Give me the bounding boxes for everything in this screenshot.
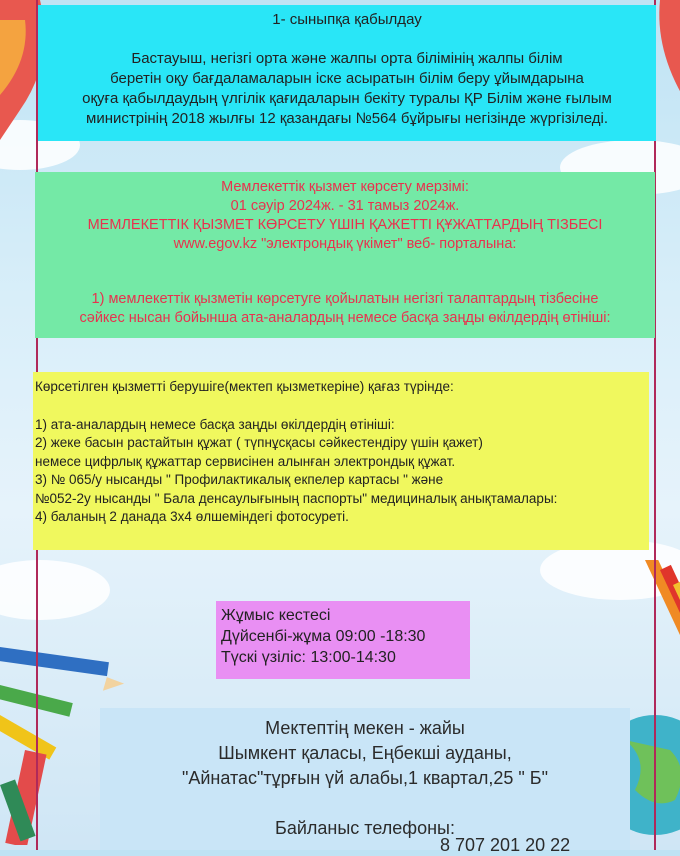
paper-item-3: 3) № 065/у нысанды " Профилактикалық екпелер картасы " және: [35, 472, 444, 487]
schedule-hours: Дүйсенбі-жұма 09:00 -18:30: [221, 628, 426, 645]
decree-line-1: Бастауыш, негізгі орта және жалпы орта білімінің жалпы білім: [131, 50, 563, 67]
pencils-right-decoration: [625, 560, 680, 700]
work-schedule-block: [216, 601, 470, 679]
admission-title: 1- сыныпқа қабылдау: [272, 11, 422, 28]
service-term-label: Мемлекеттік қызмет көрсету мерзімі:: [221, 179, 469, 195]
admission-header-block: [38, 5, 656, 141]
service-item-1-line-2: сәйкес нысан бойынша ата-аналардың немесе басқа заңды өкілдердің өтініші:: [79, 310, 611, 326]
address-line-2: "Айнатас"тұрғын үй алабы,1 квартал,25 " Б": [181, 768, 549, 788]
background-cloud: [0, 560, 110, 620]
paper-item-4: 4) баланың 2 данада 3х4 өлшеміндегі фотосуреті.: [35, 509, 349, 524]
paper-item-2: 2) жеке басын растайтын құжат ( түпнұсқасы сәйкестендіру үшін қажет): [35, 435, 483, 450]
schedule-title: Жұмыс кестесі: [221, 607, 331, 624]
phone-label: Байланыс телефоны:: [275, 818, 455, 838]
address-title: Мектептің мекен - жайы: [265, 718, 465, 738]
school-address-block: [100, 708, 630, 850]
service-item-1-line-1: 1) мемлекеттік қызметін көрсетуге қойылатын негізгі талаптардың тізбесіне: [91, 291, 599, 307]
decree-line-4: министрінің 2018 жылғы 12 қазандағы №564 бұйрығы негізінде жүргізіледі.: [86, 110, 608, 127]
phone-number: 8 707 201 20 22: [440, 835, 571, 855]
schedule-lunch: Түскі үзіліс: 13:00-14:30: [221, 649, 396, 666]
paper-intro: Көрсетілген қызметті берушіге(мектеп қызметкеріне) қағаз түрінде:: [35, 379, 454, 394]
balloon-right-decoration: [655, 0, 680, 110]
paper-item-3-cont: №052-2у нысанды " Бала денсаулығының паспорты" медициналық анықтамалары:: [35, 490, 558, 506]
paper-item-2-cont: немесе цифрлық құжаттар сервисінен алынған электрондық құжат.: [35, 453, 456, 469]
decree-line-3: оқуға қабылдаудың үлгілік қағидаларын бекіту туралы ҚР Білім және ғылым: [82, 90, 612, 107]
documents-list-title: МЕМЛЕКЕТТІК ҚЫЗМЕТ КӨРСЕТУ ҮШІН ҚАЖЕТТІ ҚҰЖАТТАРДЫҢ ТІЗБЕСІ: [87, 217, 603, 233]
paper-documents-block: [33, 372, 649, 550]
address-line-1: Шымкент қаласы, Еңбекші ауданы,: [218, 743, 512, 763]
egov-portal-text: www.egov.kz "электрондық үкімет" веб- порталына:: [173, 236, 517, 252]
decree-line-2: беретін оқу бағдаламаларын іске асыратын білім беру ұйымдарына: [110, 70, 584, 87]
service-term-block: [35, 172, 655, 338]
service-dates: 01 сәуір 2024ж. - 31 тамыз 2024ж.: [230, 198, 460, 214]
paper-item-1: 1) ата-аналардың немесе басқа заңды өкілдердің өтініші:: [35, 416, 395, 432]
